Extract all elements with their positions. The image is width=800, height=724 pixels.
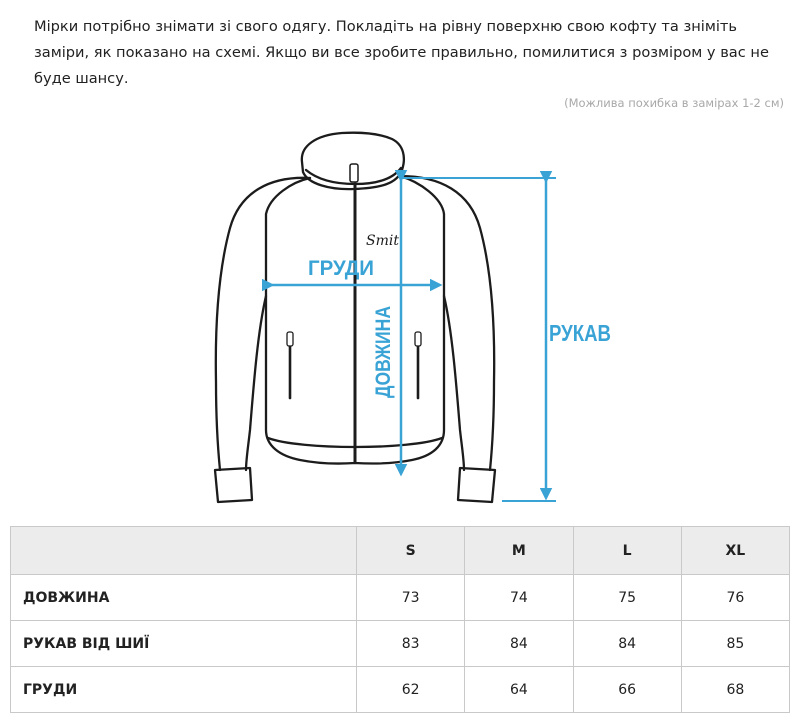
- table-cell: 76: [681, 575, 789, 621]
- table-cell: 84: [465, 621, 573, 667]
- right-cuff: [458, 468, 495, 502]
- right-sleeve-inner: [444, 296, 464, 470]
- left-cuff: [215, 468, 252, 502]
- header-size-l: L: [573, 527, 681, 575]
- instructions-text: Мірки потрібно знімати зі свого одягу. Покладіть на рівну поверхню свою кофту та зніміть заміри, як показано на схемі. Якщо ви все зробите правильно, помилитися з розміром у вас не буде шансу.: [34, 18, 769, 87]
- size-table: [10, 526, 790, 713]
- table-cell: 66: [573, 667, 681, 713]
- table-cell: 85: [681, 621, 789, 667]
- measurement-error-note: (Можлива похибка в замірах 1-2 см): [564, 96, 784, 110]
- table-row: [11, 575, 790, 621]
- row-label: ГРУДИ: [11, 667, 357, 713]
- collar-zipper-pull: [350, 164, 358, 182]
- sleeve-label: РУКАВ: [549, 320, 611, 346]
- table-cell: 74: [465, 575, 573, 621]
- brand-logo: Smit: [366, 233, 399, 249]
- chest-label: ГРУДИ: [308, 257, 374, 280]
- right-pocket-zipper-pull: [415, 332, 421, 346]
- left-sleeve: [216, 178, 310, 470]
- table-cell: 73: [357, 575, 465, 621]
- size-table-header-row: [11, 527, 790, 575]
- table-cell: 75: [573, 575, 681, 621]
- table-cell: 68: [681, 667, 789, 713]
- header-size-xl: XL: [681, 527, 789, 575]
- header-size-s: S: [357, 527, 465, 575]
- left-pocket-zipper-pull: [287, 332, 293, 346]
- row-label: РУКАВ ВІД ШИЇ: [11, 621, 357, 667]
- table-cell: 83: [357, 621, 465, 667]
- header-size-m: M: [465, 527, 573, 575]
- table-row: [11, 667, 790, 713]
- left-sleeve-inner: [246, 296, 266, 470]
- length-label: ДОВЖИНА: [372, 287, 395, 398]
- right-sleeve: [400, 176, 494, 470]
- header-empty-cell: [11, 527, 357, 575]
- jacket-measurement-diagram: [0, 120, 800, 520]
- row-label: ДОВЖИНА: [11, 575, 357, 621]
- table-row: [11, 621, 790, 667]
- table-cell: 84: [573, 621, 681, 667]
- table-cell: 64: [465, 667, 573, 713]
- table-cell: 62: [357, 667, 465, 713]
- jacket-outline: [215, 133, 495, 502]
